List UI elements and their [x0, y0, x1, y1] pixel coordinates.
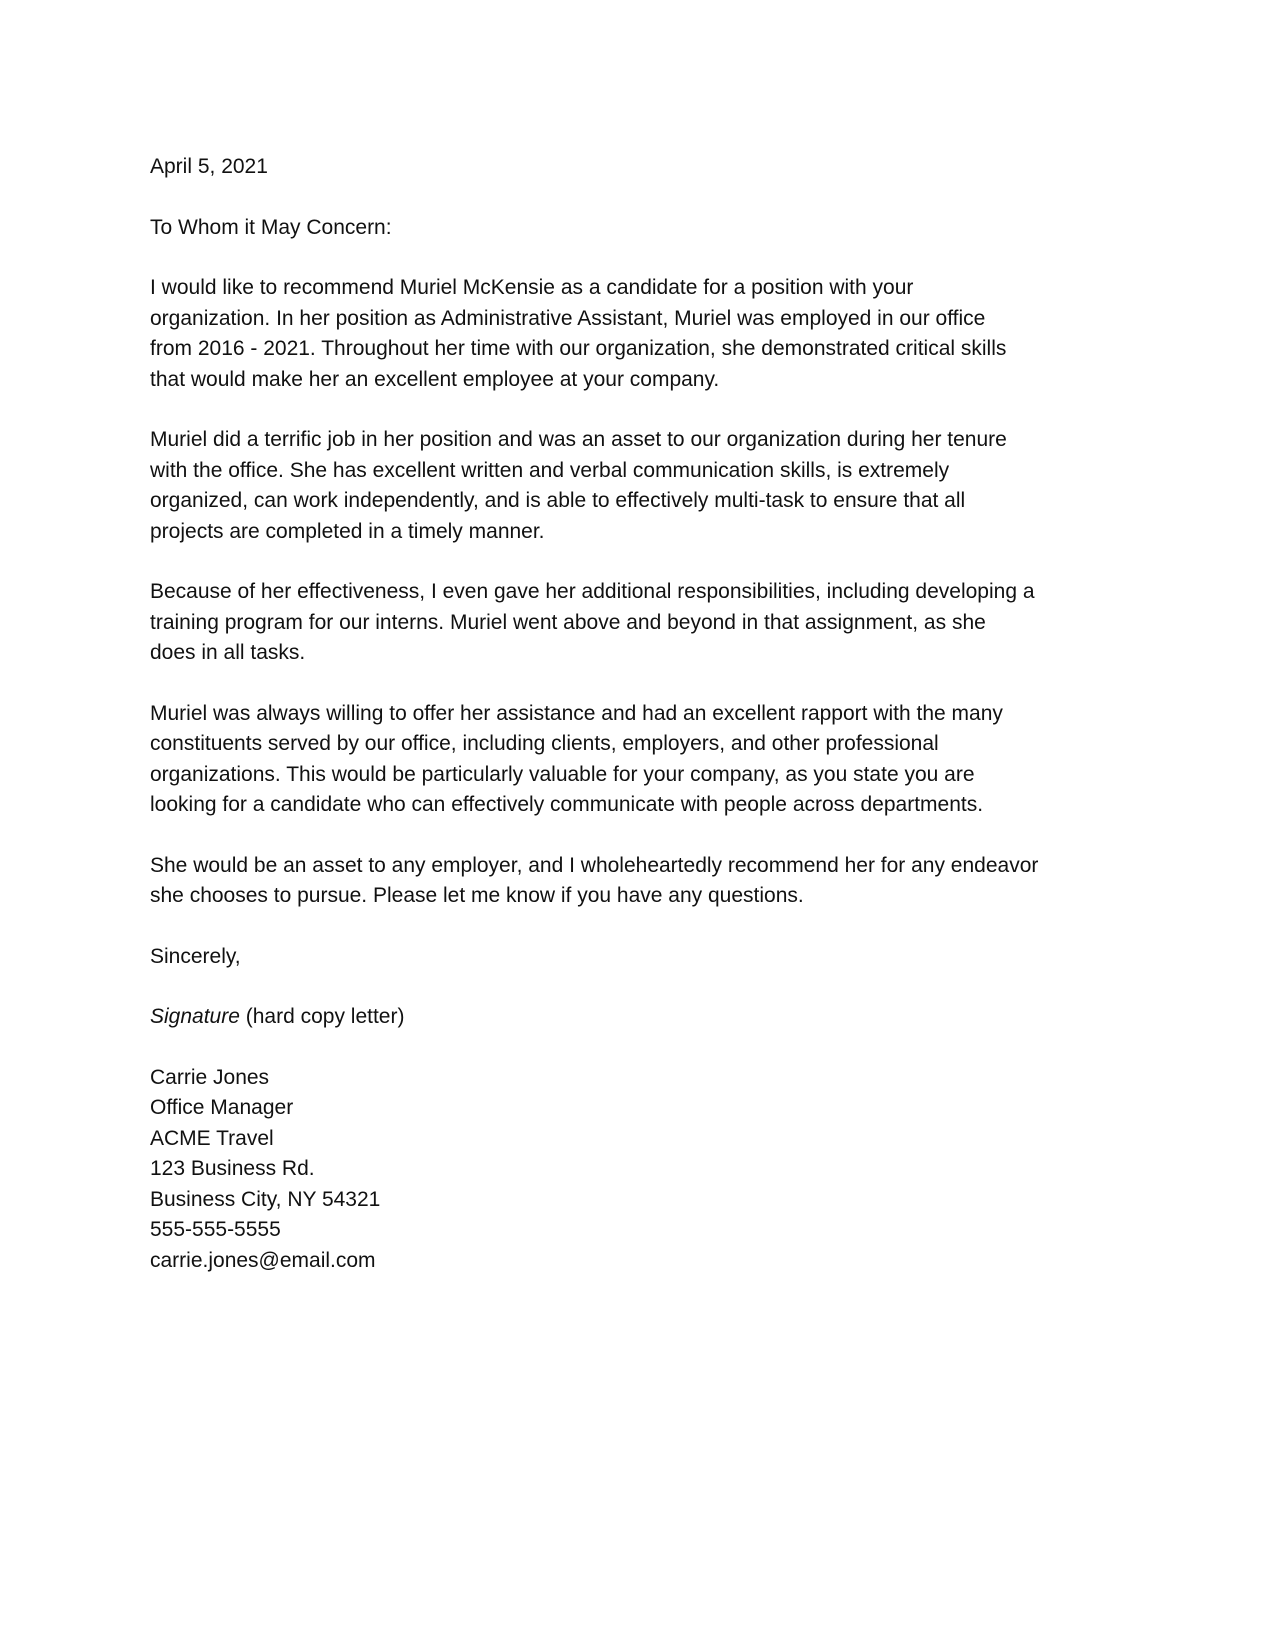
paragraph-1 [150, 273, 1130, 395]
closing: Sincerely, [150, 944, 241, 968]
paragraph-line: she chooses to pursue. Please let me know if you have any questions. [150, 884, 804, 907]
letter-date: April 5, 2021 [150, 155, 268, 178]
signature-word: Signature [150, 1005, 240, 1028]
signature-line [150, 1002, 1130, 1033]
sender-company: ACME Travel [150, 1126, 274, 1150]
recommendation-letter [150, 152, 1130, 1276]
sender-block [150, 1063, 1130, 1277]
paragraph-line: does in all tasks. [150, 641, 306, 664]
paragraph-line: organization. In her position as Administrative Assistant, Muriel was employed in our office [150, 306, 986, 330]
paragraph-line: looking for a candidate who can effectively communicate with people across departments. [150, 793, 984, 816]
paragraph-4 [150, 699, 1130, 821]
paragraph-2 [150, 425, 1130, 547]
paragraph-line: that would make her an excellent employee at your company. [150, 367, 720, 391]
sender-name: Carrie Jones [150, 1065, 270, 1089]
paragraph-line: I would like to recommend Muriel McKensie as a candidate for a position with your [150, 276, 914, 299]
paragraph-line: Muriel was always willing to offer her assistance and had an excellent rapport with the many [150, 701, 1003, 725]
sender-title: Office Manager [150, 1096, 294, 1119]
paragraph-line: projects are completed in a timely manner. [150, 519, 545, 543]
paragraph-line: constituents served by our office, including clients, employers, and other professional [150, 732, 939, 755]
signature-note: (hard copy letter) [239, 1005, 405, 1028]
paragraph-line: with the office. She has excellent written and verbal communication skills, is extremely [150, 458, 950, 482]
paragraph-5 [150, 851, 1130, 912]
sender-street: 123 Business Rd. [150, 1157, 315, 1180]
salutation: To Whom it May Concern: [150, 215, 392, 239]
sender-city-state-zip: Business City, NY 54321 [150, 1187, 381, 1211]
paragraph-line: organized, can work independently, and is able to effectively multi-task to ensure that all [150, 489, 966, 512]
sender-phone: 555-555-5555 [150, 1218, 281, 1241]
paragraph-line: Muriel did a terrific job in her position and was an asset to our organization during her tenure [150, 428, 1007, 451]
sender-email: carrie.jones@email.com [150, 1248, 376, 1272]
paragraph-line: from 2016 - 2021. Throughout her time with our organization, she demonstrated critical skills [150, 337, 1007, 360]
paragraph-line: She would be an asset to any employer, and I wholeheartedly recommend her for any endeavor [150, 853, 1039, 877]
paragraph-line: Because of her effectiveness, I even gave her additional responsibilities, including developing a [150, 580, 1035, 603]
paragraph-3 [150, 577, 1130, 669]
paragraph-line: training program for our interns. Muriel went above and beyond in that assignment, as she [150, 610, 986, 634]
paragraph-line: organizations. This would be particularly valuable for your company, as you state you are [150, 762, 975, 786]
